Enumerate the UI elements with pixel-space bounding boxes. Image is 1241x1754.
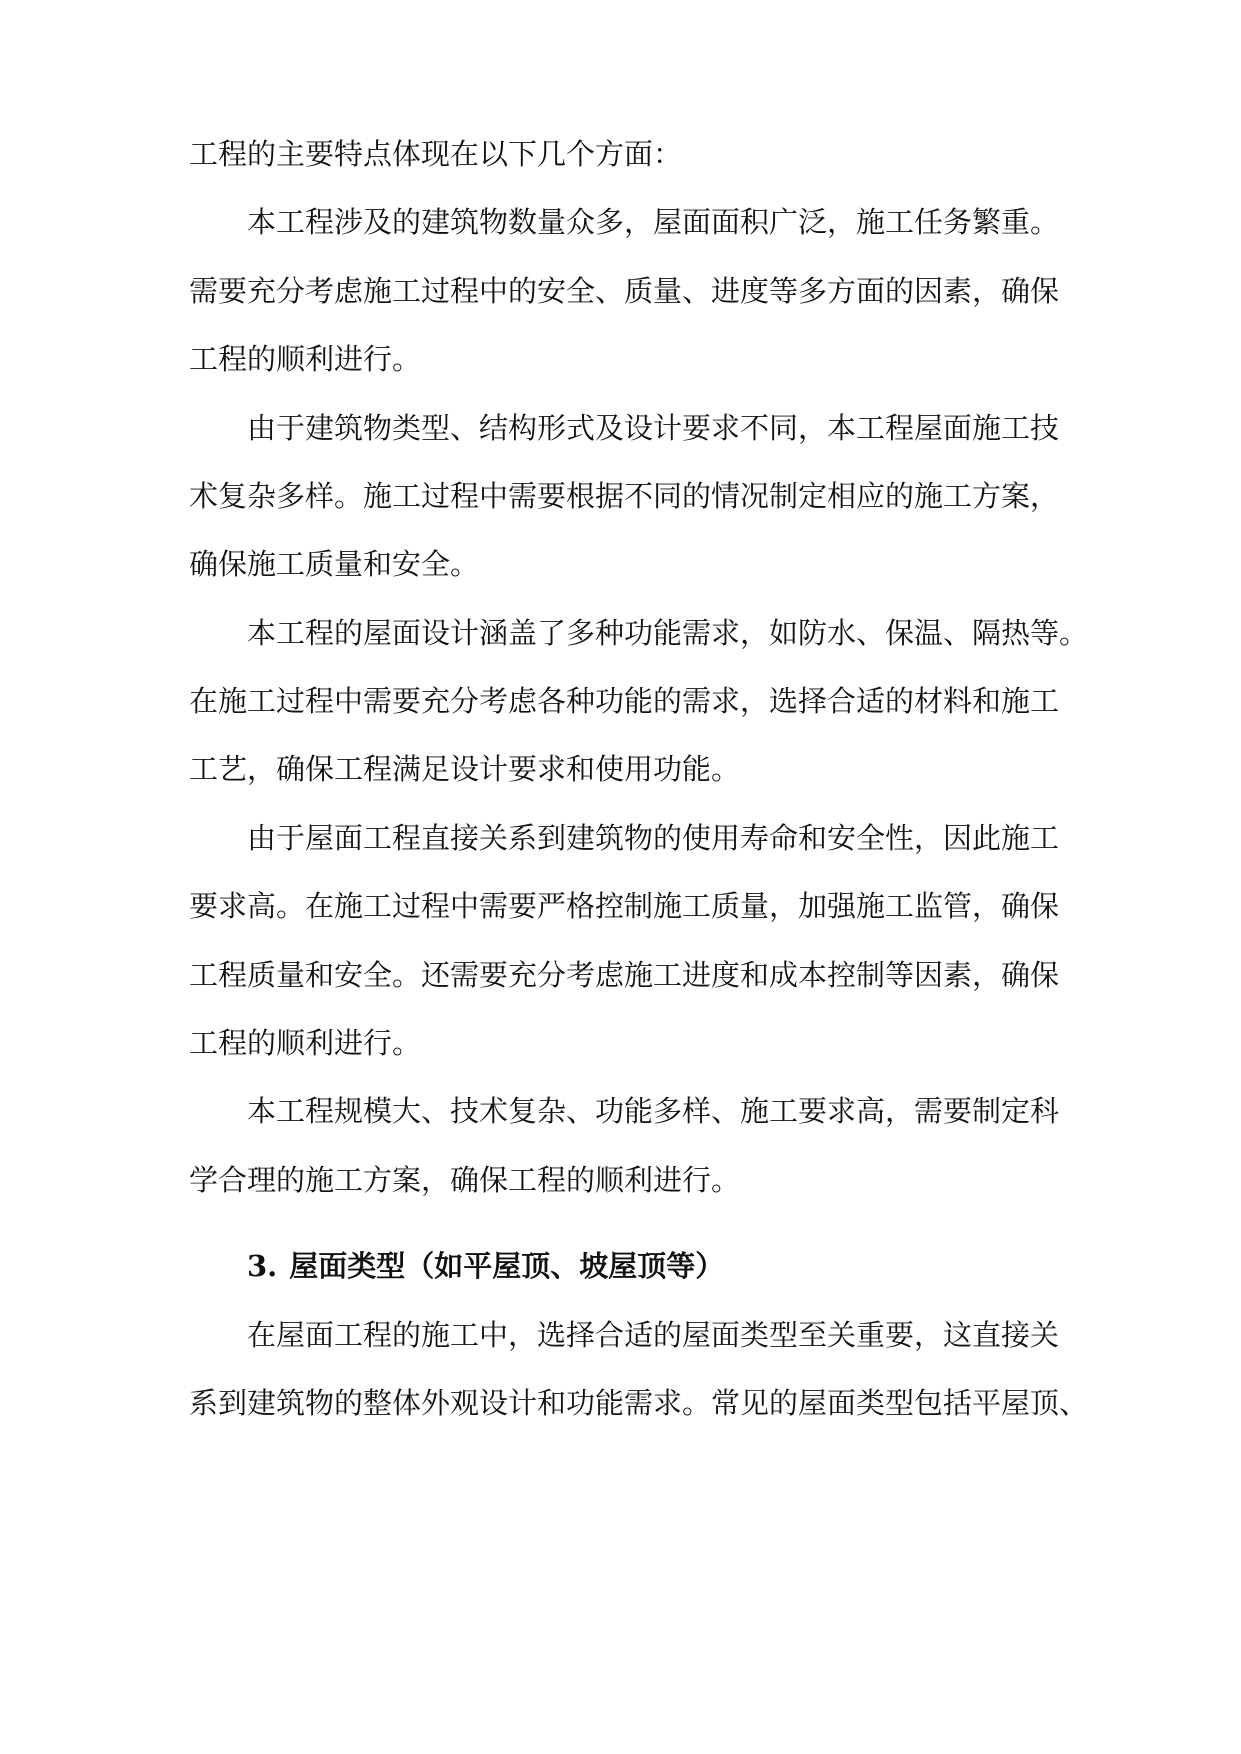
section-title: 屋面类型（如平屋顶、坡屋顶等） (289, 1249, 725, 1283)
paragraph-line: 工程质量和安全。还需要充分考虑施工进度和成本控制等因素，确保 (189, 958, 1060, 992)
section-heading (247, 1246, 724, 1286)
paragraph-line: 本工程涉及的建筑物数量众多，屋面面积广泛，施工任务繁重。 (247, 205, 1060, 239)
paragraph-line: 工程的主要特点体现在以下几个方面： (189, 137, 683, 171)
paragraph-line: 本工程的屋面设计涵盖了多种功能需求，如防水、保温、隔热等。 (247, 616, 1089, 650)
paragraph-line: 由于建筑物类型、结构形式及设计要求不同，本工程屋面施工技 (247, 411, 1060, 445)
section-number: 3. (247, 1249, 278, 1283)
paragraph-line: 工艺，确保工程满足设计要求和使用功能。 (189, 752, 741, 786)
paragraph-line: 确保施工质量和安全。 (189, 547, 480, 581)
paragraph-line: 本工程规模大、技术复杂、功能多样、施工要求高，需要制定科 (247, 1094, 1060, 1128)
paragraph-line: 学合理的施工方案，确保工程的顺利进行。 (189, 1163, 741, 1197)
paragraph-line: 需要充分考虑施工过程中的安全、质量、进度等多方面的因素，确保 (189, 274, 1060, 308)
paragraph-line: 术复杂多样。施工过程中需要根据不同的情况制定相应的施工方案， (189, 479, 1060, 513)
paragraph-line: 工程的顺利进行。 (189, 1026, 422, 1060)
paragraph-line: 要求高。在施工过程中需要严格控制施工质量，加强施工监管，确保 (189, 889, 1060, 923)
paragraph-line: 在屋面工程的施工中，选择合适的屋面类型至关重要，这直接关 (247, 1318, 1060, 1352)
paragraph-line: 在施工过程中需要充分考虑各种功能的需求，选择合适的材料和施工 (189, 684, 1060, 718)
paragraph-line: 由于屋面工程直接关系到建筑物的使用寿命和安全性，因此施工 (247, 821, 1060, 855)
paragraph-line: 工程的顺利进行。 (189, 342, 422, 376)
paragraph-line: 系到建筑物的整体外观设计和功能需求。常见的屋面类型包括平屋顶、 (189, 1386, 1089, 1420)
